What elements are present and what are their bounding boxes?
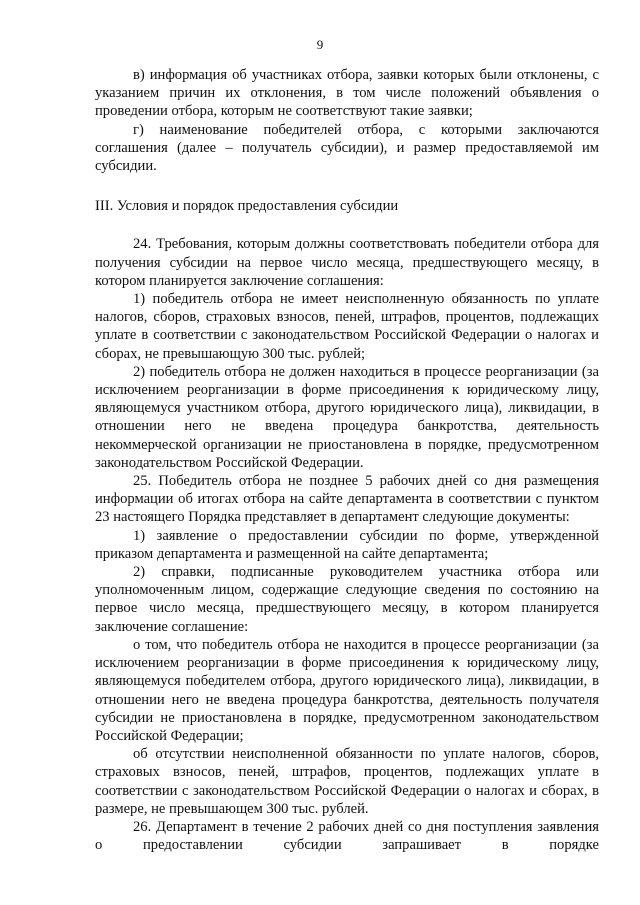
paragraph-25-item-2-reorganization: о том, что победитель отбора не находится в процессе реорганизации (за исключением реорганизации в форме присоединения к юридическому лицу, являющемуся победителем отбора, другого юридического лица), ликвидации, в отношении него не введена процедура банкротства, деятельность получателя субсидии не приостановлена в порядке, предусмотренном законодательством Российской Федерации; (95, 636, 599, 744)
paragraph-25-item-1: 1) заявление о предоставлении субсидии по форме, утвержденной приказом департамента и размещенной на сайте департамента; (95, 527, 599, 562)
paragraph-24-item-2: 2) победитель отбора не должен находиться в процессе реорганизации (за исключением реорганизации в форме присоединения к юридическому лицу, являющемуся участником отбора, другого юридического лица), ликвидации, в отношении него не введена процедура банкротства, деятельность некоммерческой организации не приостановлена в порядке, предусмотренном законодательством Российской Федерации. (95, 363, 599, 471)
paragraph-25-item-2: 2) справки, подписанные руководителем участника отбора или уполномоченным лицом, содержащие следующие сведения по состоянию на первое число месяца, предшествующего месяцу, в котором планируется заключение соглашение: (95, 564, 599, 635)
paragraph-item-v: в) информация об участниках отбора, заявки которых были отклонены, с указанием причин их отклонения, в том числе положений объявления о проведении отбора, которым не соответствуют такие заявки; (95, 67, 599, 120)
paragraph-24-item-1: 1) победитель отбора не имеет неисполненную обязанность по уплате налогов, сборов, страховых взносов, пеней, штрафов, процентов, подлежащих уплате в соответствии с законодательством Российской Федерации о налогах и сборах, не превышающую 300 тыс. рублей; (95, 291, 599, 362)
section-heading: III. Условия и порядок предоставления субсидии (95, 198, 399, 215)
paragraph-25-item-2-taxes: об отсутствии неисполненной обязанности по уплате налогов, сборов, страховых взносов, пеней, штрафов, процентов, подлежащих уплате в соответствии с законодательством Российской Федерации о налогах и сборах, в размере, не превышающем 300 тыс. рублей. (95, 746, 599, 817)
document-body (95, 66, 599, 854)
page-number: 9 (316, 37, 324, 52)
paragraph-26: 26. Департамент в течение 2 рабочих дней со дня поступления заявления о предоставлении субсидии запрашивает в порядке (95, 818, 599, 854)
paragraph-item-g: г) наименование победителей отбора, с которыми заключаются соглашения (далее – получатель субсидии), и размер предоставляемой им субсидии. (95, 121, 599, 175)
paragraph-24: 24. Требования, которым должны соответствовать победители отбора для получения субсидии на первое число месяца, предшествующего месяцу, в котором планируется заключение соглашения: (95, 236, 599, 289)
paragraph-25: 25. Победитель отбора не позднее 5 рабочих дней со дня размещения информации об итогах отбора на сайте департамента в соответствии с пунктом 23 настоящего Порядка представляет в департамент следующие документы: (95, 473, 599, 526)
